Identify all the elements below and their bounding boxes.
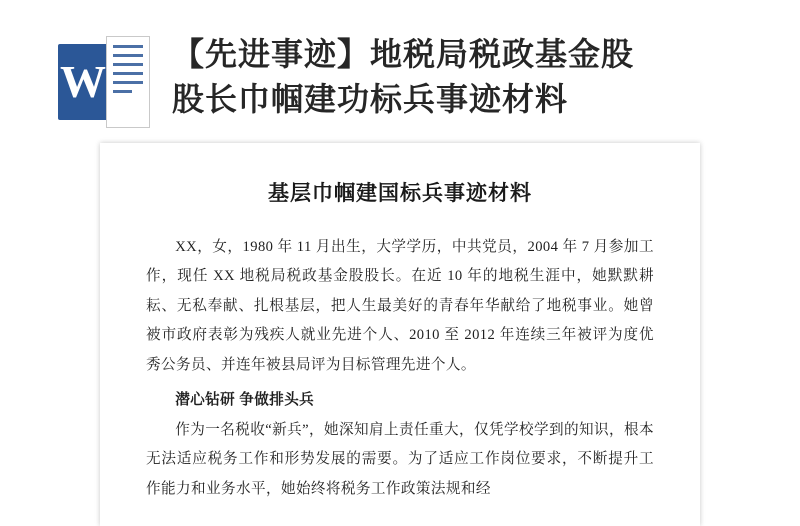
word-icon-page <box>106 36 150 128</box>
icon-line <box>113 54 143 57</box>
document-sheet[interactable] <box>100 143 700 526</box>
icon-line <box>113 90 132 93</box>
word-icon-letter: W <box>58 44 114 120</box>
page-title-line-2: 股长巾帼建功标兵事迹材料 <box>172 81 569 118</box>
icon-line <box>113 81 143 84</box>
header <box>0 0 800 140</box>
document-section-heading: 潜心钻研 争做排头兵 <box>175 392 315 409</box>
word-document-icon <box>58 36 150 128</box>
document-paragraph: 作为一名税收“新兵”，她深知肩上责任重大，仅凭学校学到的知识，根本无法适应税务工作和形势发展的需要。为了适应工作岗位要求，不断提升工作能力和业务水平，她始终将税务工作政策法规和经 <box>146 421 654 497</box>
icon-line <box>113 63 143 66</box>
document-title: 基层巾帼建国标兵事迹材料 <box>268 181 532 205</box>
icon-line <box>113 45 143 48</box>
icon-line <box>113 72 143 75</box>
document-paragraph: XX，女，1980 年 11 月出生，大学学历，中共党员，2004 年 7 月参加工作，现任 XX 地税局税政基金股股长。在近 10 年的地税生涯中，她默默耕耘、无私奉献、扎根基层，把人生最美好的青春年华献给了地税事业。她曾被市政府表彰为残疾人就业先进个人、2010 至 2012 年连续三年被评为度优秀公务员、并连年被县局评为目标管理先进个人。 <box>146 239 654 373</box>
page-title-line-1: 【先进事迹】地税局税政基金股 <box>172 36 635 72</box>
page-title <box>172 30 634 123</box>
